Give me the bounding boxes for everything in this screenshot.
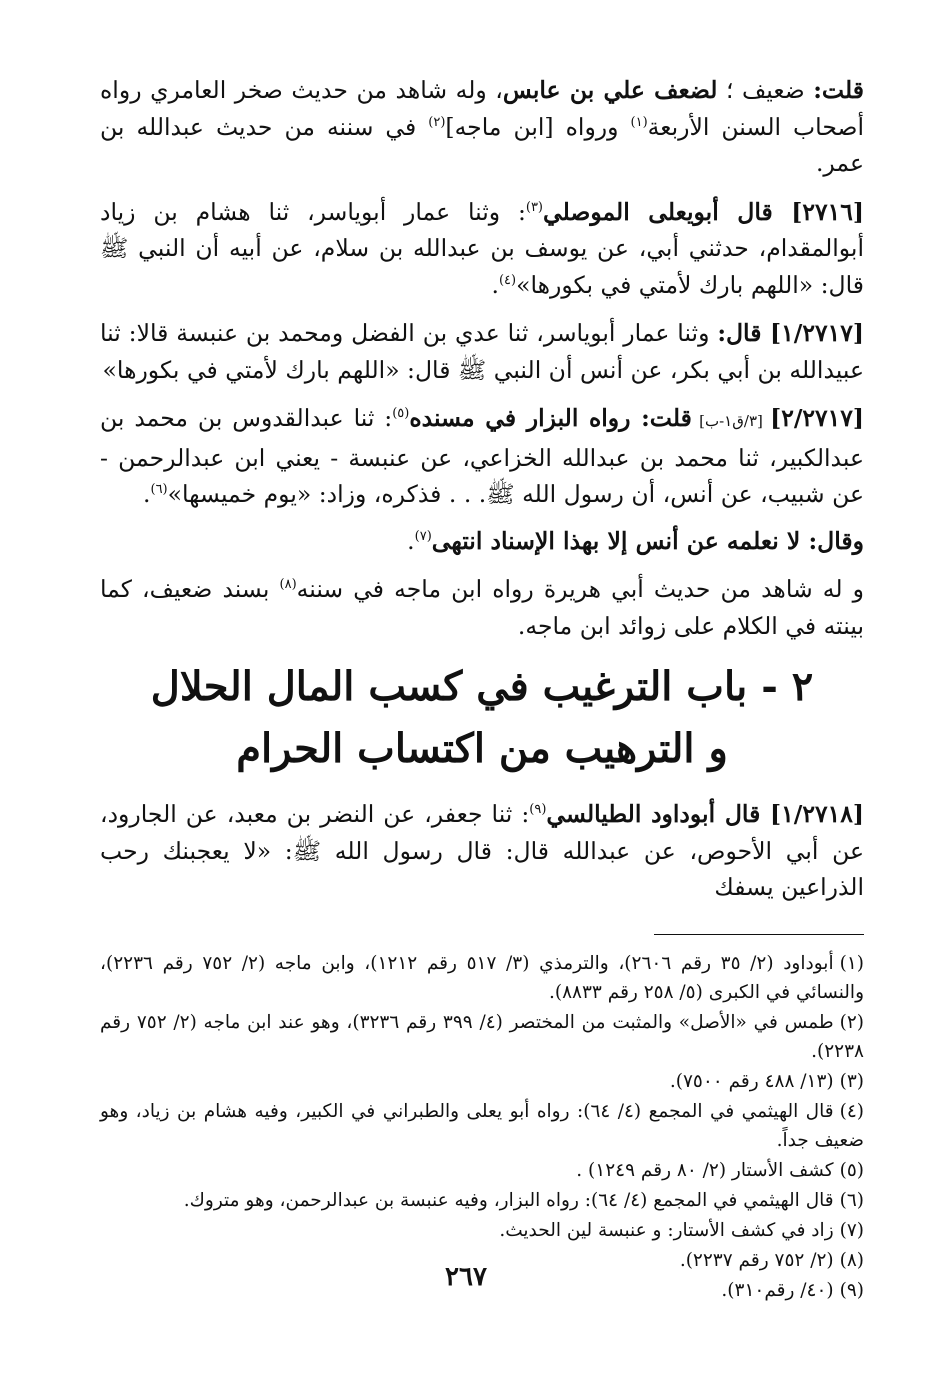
footnote-text: كشف الأستار (٢/ ٨٠ رقم ١٢٤٩) .: [576, 1159, 834, 1181]
hadith-text: : ثنا جعفر، عن النضر بن معبد، عن الجارود، عن أبي الأحوص، عن عبدالله قال: قال رسول الله ﷺ: «لا يعجبنك رحب الذراعين يسفك: [100, 800, 864, 901]
hadith-number: [١/٢٧١٧]: [770, 319, 864, 347]
footnote-number: (٨): [839, 1249, 864, 1271]
hadith-text: : وثنا عمار أبوياسر، ثنا هشام بن زياد أبوالمقدام، حدثني أبي، عن يوسف بن عبدالله بن سلام، عن أبيه أن النبي ﷺ قال: «اللهم بارك لأمتي في بكورها»: [100, 197, 864, 299]
footnote-ref-6[interactable]: (٦): [150, 482, 168, 498]
footnote-ref-2[interactable]: (٢): [428, 114, 446, 130]
chapter-heading-line-2: و الترهيب من اكتساب الحرام: [236, 725, 728, 772]
footnote-number: (٥): [839, 1159, 864, 1181]
footnote-5: [100, 1156, 864, 1185]
footnote-ref-4[interactable]: (٤): [498, 272, 517, 288]
text-segment: .: [143, 480, 151, 508]
footnote-2: [100, 1008, 864, 1066]
footnote-number: (٦): [839, 1189, 864, 1211]
bold-statement: وقال: لا نعلمه عن أنس إلا بهذا الإسناد انتهى: [431, 526, 864, 555]
footnote-number: (٧): [839, 1219, 864, 1241]
hadith-1-2717: [100, 315, 864, 388]
footnote-4: [100, 1097, 864, 1155]
hadith-1-2718: [100, 796, 864, 906]
footnote-number: (٣): [839, 1070, 864, 1092]
hadith-number: [٢٧١٦]: [791, 197, 864, 226]
hadith-text: : ثنا عبدالقدوس بن محمد بن عبدالكبير، ثنا محمد بن عبدالله الخزاعي، عن عنبسة - يعني ابن عبدالرحمن - عن شبيب، عن أنس، أن رسول الله ﷺ. . . فذكره، وزاد: «يوم خميسها»: [100, 404, 864, 508]
hadith-text: وثنا عمار أبوياسر، ثنا عدي بن الفضل ومحمد بن عنبسة قالا: ثنا عبيدالله بن أبي بكر، عن أنس أن النبي ﷺ قال: «اللهم بارك لأمتي في بكورها»: [100, 319, 864, 384]
footnote-ref-5[interactable]: (٥): [392, 406, 410, 422]
text-segment: .: [407, 526, 415, 555]
text-segment: .: [491, 270, 499, 299]
footnote-7: [100, 1216, 864, 1245]
footnote-text: قال الهيثمي في المجمع (٤/ ٦٤): رواه أبو يعلى والطبراني في الكبير، وفيه هشام بن زياد، وهو ضعيف جداً.: [100, 1100, 864, 1151]
footnote-text: أبوداود (٢/ ٣٥ رقم ٢٦٠٦)، والترمذي (٣/ ٥١٧ رقم ١٢١٢)، وابن ماجه (٢/ ٧٥٢ رقم ٢٢٣٦)، والنسائي في الكبرى (٥/ ٢٥٨ رقم ٨٨٣٣).: [100, 952, 864, 1003]
footnote-text: (١٣/ ٤٨٨ رقم ٧٥٠٠).: [669, 1070, 834, 1092]
footnote-number: (٩): [839, 1279, 864, 1301]
text-segment: ، وله شاهد من حديث صخر العامري رواه أصحاب السنن الأربعة: [100, 76, 864, 141]
text-segment: في سننه من حديث عبدالله بن عمر.: [100, 112, 864, 177]
footnote-ref-8[interactable]: (٨): [279, 577, 297, 593]
hadith-2716: [100, 194, 864, 304]
narrator-lead: قال أبويعلى الموصلي: [543, 197, 792, 226]
paragraph-qultu-daif: [100, 72, 864, 182]
text-segment: و له شاهد من حديث أبي هريرة رواه ابن ماجه في سننه: [296, 575, 864, 603]
manuscript-marker: [٣/ق١-ب]: [691, 412, 771, 430]
narrator-lead: قلت: رواه البزار في مسنده: [409, 404, 692, 432]
hadith-2-2717: [100, 400, 864, 513]
narrator-lead: قال أبوداود الطيالسي: [546, 800, 771, 828]
footnote-6: [100, 1186, 864, 1215]
chapter-heading: [100, 656, 864, 780]
chapter-heading-line-1: ٢ - باب الترغيب في كسب المال الحلال: [150, 663, 814, 710]
page-number: ٢٦٧: [445, 1262, 487, 1292]
footnote-ref-7[interactable]: (٧): [414, 528, 432, 544]
footnote-3: [100, 1067, 864, 1096]
narrator-lead: قال:: [717, 319, 771, 347]
paragraph-shahid: [100, 571, 864, 644]
footnote-text: (٢/ ٧٥٢ رقم ٢٢٣٧).: [679, 1249, 834, 1271]
hadith-number: [٢/٢٧١٧]: [770, 404, 865, 432]
footnote-ref-9[interactable]: (٩): [529, 802, 547, 818]
footnotes: [100, 949, 864, 1305]
footnote-number: (٤): [839, 1100, 864, 1122]
footnote-text: (٤٠/ رقم٣١٠).: [721, 1279, 834, 1301]
qultu-label: قلت:: [813, 76, 865, 104]
footnote-text: قال الهيثمي في المجمع (٤/ ٦٤): رواه البزار، وفيه عنبسة بن عبدالرحمن، وهو متروك.: [183, 1189, 834, 1211]
bold-phrase: لضعف علي بن عابس: [502, 76, 718, 104]
paragraph-qala-la-naalamuhu: [100, 523, 864, 560]
text-segment: بسند ضعيف، كما بينته في الكلام على زوائد ابن ماجه.: [100, 575, 864, 640]
text-segment: ورواه [ابن ماجه]: [445, 112, 631, 141]
footnote-number: (٢): [839, 1011, 864, 1033]
footnote-text: طمس في «الأصل» والمثبت من المختصر (٤/ ٣٩٩ رقم ٣٢٣٦)، وهو عند ابن ماجه (٢/ ٧٥٢ رقم ٢٢٣٨).: [100, 1011, 864, 1062]
hadith-number: [١/٢٧١٨]: [770, 800, 864, 828]
footnote-ref-1[interactable]: (١): [630, 114, 648, 130]
footnote-divider: [654, 934, 864, 935]
footnote-ref-3[interactable]: (٣): [525, 199, 543, 215]
footnote-1: [100, 949, 864, 1007]
footnote-text: زاد في كشف الأستار: و عنبسة لين الحديث.: [499, 1219, 834, 1241]
footnote-number: (١): [839, 952, 864, 974]
text-segment: ضعيف ؛: [717, 76, 814, 104]
